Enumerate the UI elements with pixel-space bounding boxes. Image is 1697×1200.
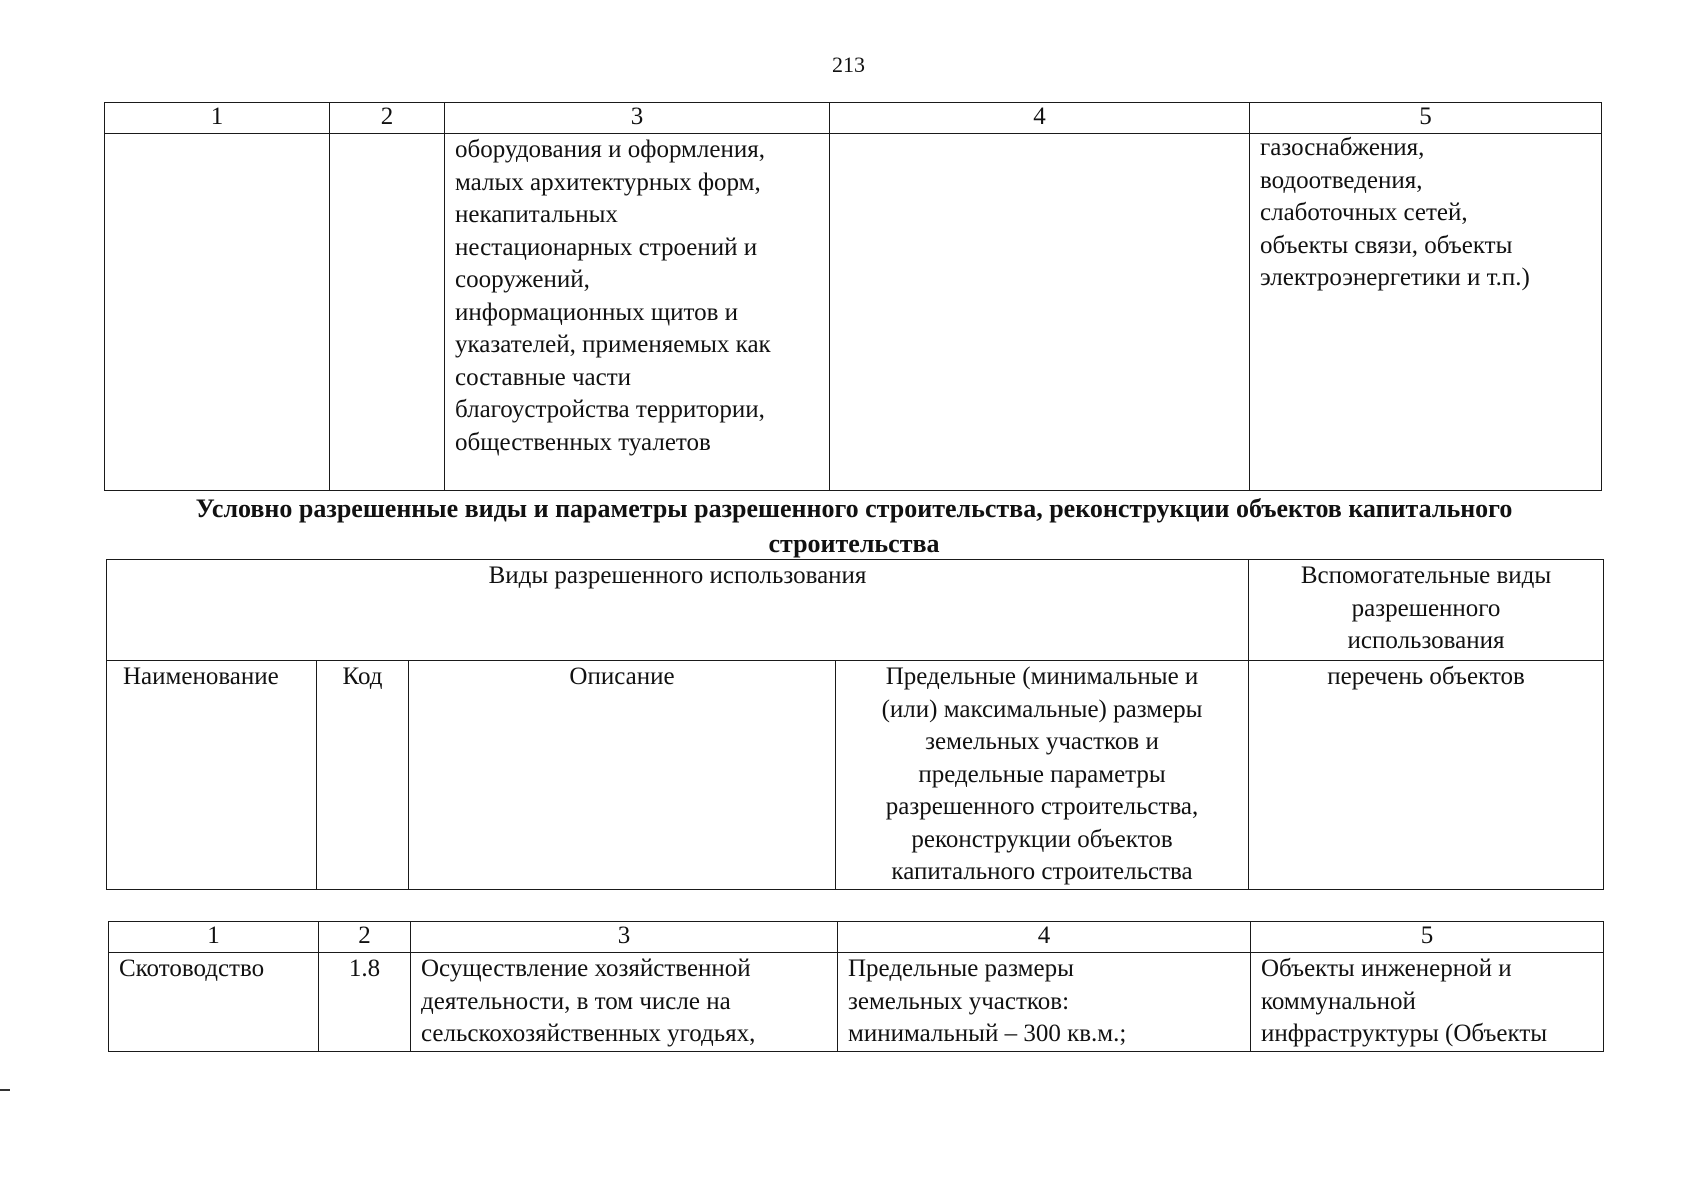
cell-description [445, 134, 830, 491]
auxiliary-line: инфраструктуры (Объекты [1261, 1020, 1548, 1047]
cell-name: Скотоводство [109, 953, 319, 1052]
limits-line: (или) максимальные) размеры [881, 695, 1203, 723]
description-line: благоустройства территории, [455, 396, 765, 423]
description-line: указателей, применяемых как [455, 331, 771, 358]
limits-line: Предельные размеры [848, 955, 1074, 982]
auxiliary-line: Объекты инженерной и [1261, 955, 1512, 982]
description-line: некапитальных [455, 201, 618, 228]
table-row [105, 134, 1602, 491]
cell-code: 1.8 [319, 953, 411, 1052]
limits-line: Предельные (минимальные и [885, 663, 1199, 690]
cell-limits [830, 134, 1250, 491]
description-line: Осуществление хозяйственной [421, 955, 751, 982]
page-number: 213 [832, 52, 865, 77]
column-number-row [105, 103, 1602, 134]
group-header-line: Вспомогательные виды [1300, 562, 1552, 589]
column-header-code: Код [317, 661, 409, 890]
column-header-row [107, 661, 1604, 890]
column-number-3: 3 [445, 103, 830, 134]
limits-line: земельных участков: [848, 987, 1070, 1015]
column-number-2: 2 [319, 922, 411, 953]
limits-line: земельных участков и [925, 728, 1159, 755]
column-number-4: 4 [830, 103, 1250, 134]
auxiliary-line: электроэнергетики и т.п.) [1260, 264, 1530, 291]
table-row [109, 953, 1604, 1052]
auxiliary-line: коммунальной [1261, 987, 1416, 1015]
column-number-5: 5 [1250, 103, 1602, 134]
group-header-permitted-uses: Виды разрешенного использования [107, 560, 1249, 661]
cell-description [411, 953, 838, 1052]
column-number-4: 4 [838, 922, 1251, 953]
description-line: деятельности, в том числе на [421, 987, 731, 1015]
limits-line: разрешенного строительства, [885, 793, 1199, 820]
column-header-name: Наименование [107, 661, 317, 890]
cell-name [105, 134, 330, 491]
column-header-description: Описание [409, 661, 836, 890]
auxiliary-line: объекты связи, объекты [1260, 231, 1513, 259]
description-line: информационных щитов и [455, 298, 739, 326]
limits-line: реконструкции объектов [911, 825, 1173, 853]
section-heading [104, 491, 1604, 561]
auxiliary-line: газоснабжения, [1260, 134, 1425, 161]
description-line: малых архитектурных форм, [455, 168, 761, 196]
limits-line: капитального строительства [891, 858, 1193, 885]
cell-code [330, 134, 445, 491]
column-number-2: 2 [330, 103, 445, 134]
limits-line: минимальный – 300 кв.м.; [848, 1020, 1127, 1047]
description-line: сельскохозяйственных угодьях, [421, 1020, 756, 1047]
description-line: нестационарных строений и [455, 233, 758, 261]
cell-auxiliary [1250, 134, 1602, 491]
description-line: сооружений, [455, 266, 590, 293]
auxiliary-line: слаботочных сетей, [1260, 199, 1468, 226]
description-line: общественных туалетов [455, 428, 711, 456]
column-header-objects-list: перечень объектов [1249, 661, 1604, 890]
group-header-row [107, 560, 1604, 661]
group-header-auxiliary-uses [1249, 560, 1604, 661]
section-heading-line: Условно разрешенные виды и параметры разрешенного строительства, реконструкции объектов капитального [195, 494, 1513, 523]
cell-auxiliary [1251, 953, 1604, 1052]
column-number-1: 1 [105, 103, 330, 134]
section-heading-line: строительства [768, 529, 940, 558]
continuation-table [104, 102, 1602, 491]
column-header-limits [836, 661, 1249, 890]
description-line: составные части [455, 363, 632, 391]
column-number-3: 3 [411, 922, 838, 953]
column-number-row [109, 922, 1604, 953]
column-number-1: 1 [109, 922, 319, 953]
group-header-line: использования [1347, 627, 1505, 654]
auxiliary-line: водоотведения, [1260, 166, 1423, 194]
header-table [106, 559, 1604, 890]
group-header-line: разрешенного [1351, 594, 1501, 622]
scan-margin-mark [0, 1089, 10, 1091]
column-number-5: 5 [1251, 922, 1604, 953]
uses-table [108, 921, 1604, 1052]
cell-limits [838, 953, 1251, 1052]
limits-line: предельные параметры [918, 760, 1166, 788]
description-line: оборудования и оформления, [455, 136, 765, 163]
